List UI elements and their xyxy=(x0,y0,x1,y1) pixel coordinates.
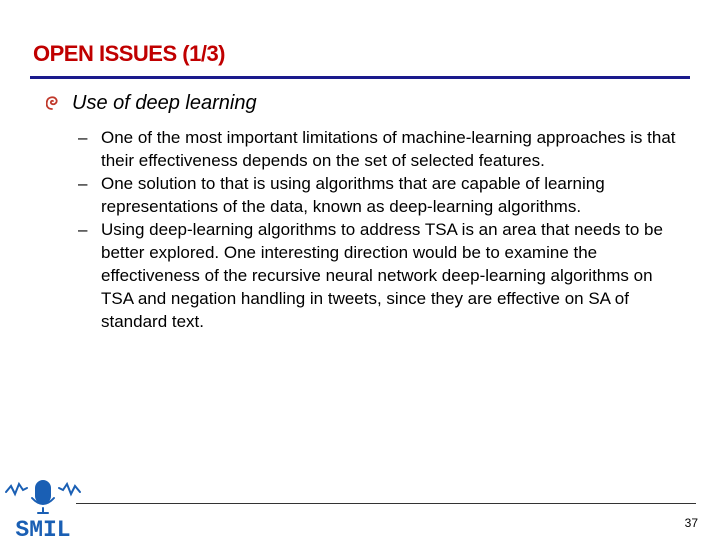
list-item xyxy=(78,218,678,333)
list-item xyxy=(78,126,678,172)
list-item-text: One solution to that is using algorithms that are capable of learning representations of the data, known as deep-learning algorithms. xyxy=(101,174,605,216)
sub-bullet-list xyxy=(78,126,678,333)
bullet-heading: Use of deep learning xyxy=(72,92,257,114)
footer-divider xyxy=(76,503,696,504)
smil-logo xyxy=(2,478,84,540)
slide-title: OPEN ISSUES (1/3) xyxy=(33,41,226,66)
logo-text: SMIL xyxy=(15,517,71,540)
page-number: 37 xyxy=(684,516,698,530)
list-item xyxy=(78,172,678,218)
list-item-text: Using deep-learning algorithms to address TSA is an area that needs to be better explored. One interesting direction would be to examine the effectiveness of the recursive neural network deep-learning algorithms on TSA and negation handling in tweets, since they are effective on SA of standard text. xyxy=(101,220,663,331)
swirl-bullet-icon xyxy=(46,96,58,110)
dash-marker: – xyxy=(78,220,88,239)
list-item-text: One of the most important limitations of machine-learning approaches is that their effectiveness depends on the set of selected features. xyxy=(101,128,676,170)
title-underline xyxy=(30,76,690,79)
dash-marker: – xyxy=(78,174,88,193)
dash-marker: – xyxy=(78,128,88,147)
